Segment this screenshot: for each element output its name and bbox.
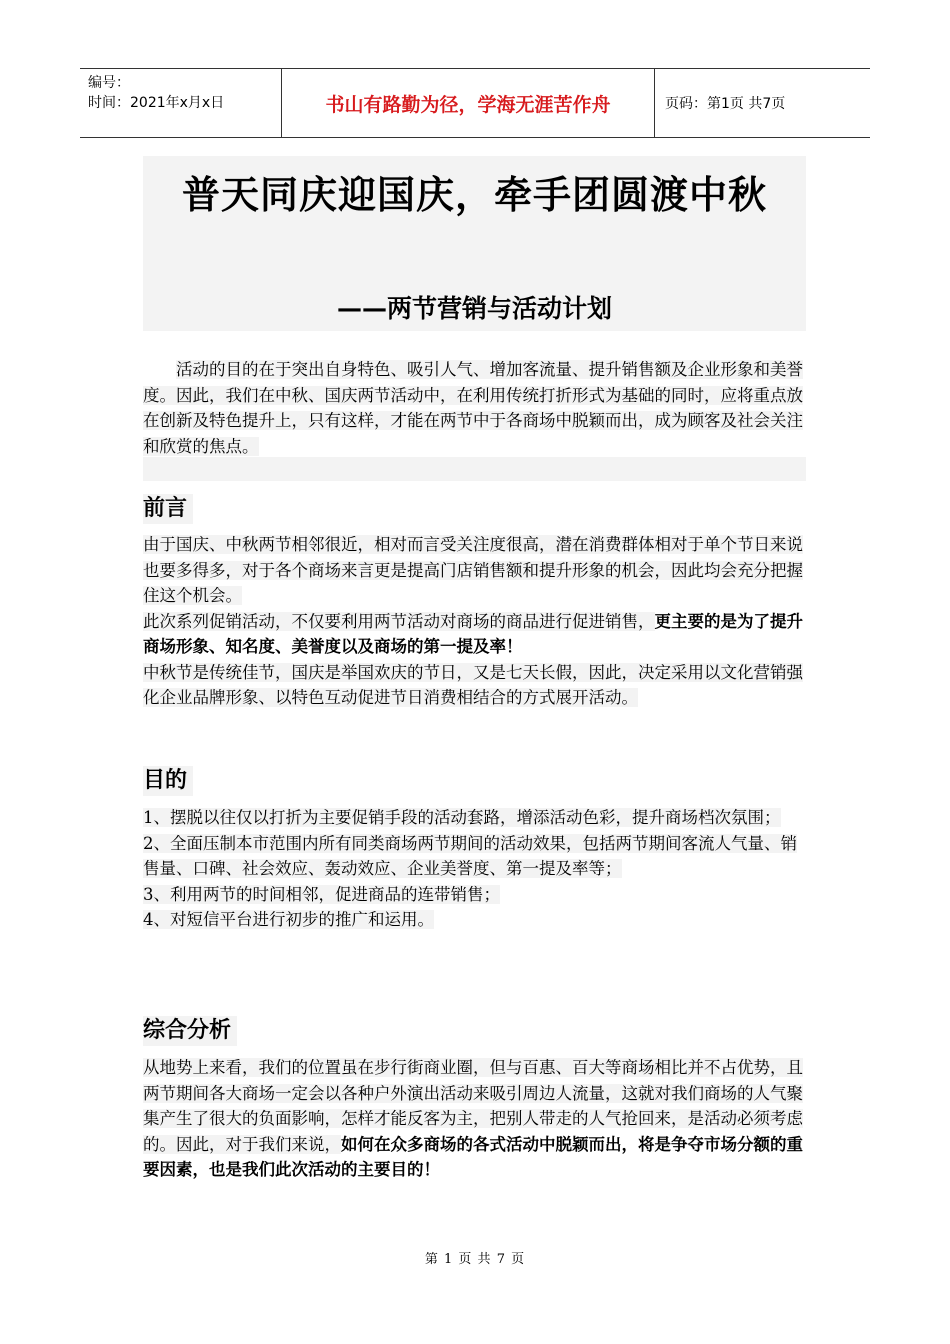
preface-body	[143, 532, 806, 711]
analysis-paragraph	[143, 1055, 806, 1183]
preface-p2-bold: 更主要的是为了提升商场形象、知名度、美誉度以及商场的第一提及率！	[143, 611, 803, 656]
intro-shade-bar	[143, 457, 806, 481]
number-label: 编号：	[88, 75, 130, 91]
preface-p2-text: 此次系列促销活动，不仅要利用两节活动对商场的商品进行促进销售，	[143, 611, 655, 631]
header-meta	[80, 69, 282, 137]
purpose-item-2-text: 2、全面压制本市范围内所有同类商场两节期间的活动效果，包括两节期间客流人气量、销	[143, 833, 797, 853]
heading-preface: 前言	[143, 494, 193, 524]
purpose-item-4	[143, 907, 806, 933]
preface-p1	[143, 532, 806, 609]
analysis-text: 从地势上来看，我们的位置虽在步行街商业圈，但与百惠、百大等商场相比并不占优势，且两节期间各大商场一定会以各种户外演出活动来吸引周边人流量，这就对我们商场的人气聚集产生了很大的负面影响，怎样才能反客为主，把别人带走的人气抢回来，是活动必须考虑的。因此，对于我们来说，	[143, 1058, 803, 1154]
purpose-item-2-cont-text: 售量、口碑、社会效应、轰动效应、企业美誉度、第一提及率等；	[143, 859, 622, 878]
purpose-item-4-text: 4、对短信平台进行初步的推广和运用。	[143, 910, 434, 929]
preface-p3	[143, 660, 806, 711]
purpose-item-3-text: 3、利用两节的时间相邻，促进商品的连带销售；	[143, 884, 500, 904]
intro-paragraph	[143, 357, 806, 459]
heading-analysis: 综合分析	[143, 1016, 237, 1046]
preface-p1-text: 由于国庆、中秋两节相邻很近，相对而言受关注度很高，潜在消费群体相对于单个节日来说也要多得多，对于各个商场来言更是提高门店销售额和提升形象的机会，因此均会充分把握住这个机会。	[143, 535, 803, 605]
document-title: 普天同庆迎国庆，牵手团圆渡中秋	[181, 173, 767, 217]
page-header	[80, 68, 870, 138]
page-footer: 第 1 页 共 7 页	[424, 1252, 526, 1267]
header-motto: 书山有路勤为径，学海无涯苦作舟	[282, 69, 655, 137]
purpose-item-2-cont	[143, 856, 806, 882]
document-subtitle: ——两节营销与活动计划	[336, 294, 612, 323]
purpose-list	[143, 805, 806, 933]
purpose-item-1-text: 1、摆脱以往仅以打折为主要促销手段的活动套路，增添活动色彩，提升商场档次氛围；	[143, 808, 781, 827]
heading-purpose: 目的	[143, 766, 193, 796]
analysis-body	[143, 1055, 806, 1183]
purpose-item-1	[143, 805, 806, 831]
preface-p3-text: 中秋节是传统佳节，国庆是举国欢庆的节日，又是七天长假，因此，决定采用以文化营销强化企业品牌形象、以特色互动促进节日消费相结合的方式展开活动。	[143, 662, 803, 707]
intro-text: 活动的目的在于突出自身特色、吸引人气、增加客流量、提升销售额及企业形象和美誉度。因此，我们在中秋、国庆两节活动中，在利用传统打折形式为基础的同时，应将重点放在创新及特色提升上，只有这样，才能在两节中于各商场中脱颖而出，成为顾客及社会关注和欣赏的焦点。	[143, 360, 803, 456]
date-label: 时间：2021年x月x日	[88, 95, 225, 111]
preface-p2	[143, 609, 806, 660]
header-page-info: 页码：第1页 共7页	[665, 96, 786, 112]
purpose-item-3	[143, 882, 806, 908]
purpose-item-2	[143, 831, 806, 857]
analysis-bold: 如何在众多商场的各式活动中脱颖而出，将是争夺市场分额的重要因素，也是我们此次活动的主要目的！	[143, 1134, 803, 1179]
title-box	[143, 156, 806, 331]
